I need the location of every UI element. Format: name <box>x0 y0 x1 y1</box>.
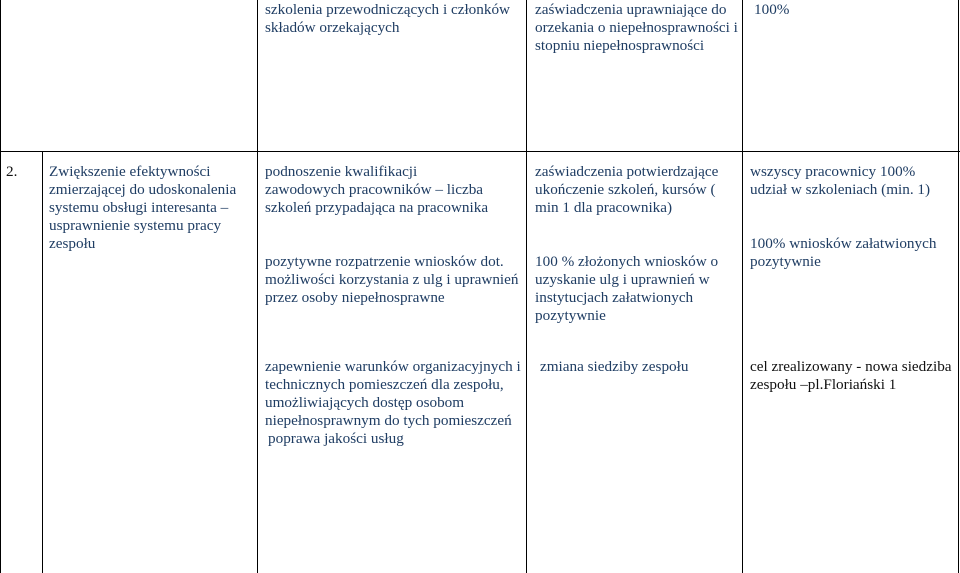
objective-text: Zwiększenie efektywności zmierzającej do udoskonalenia systemu obsługi interesanta – usprawnienie systemu pracy zespołu <box>49 163 237 252</box>
target-training: wszyscy pracownicy 100% udział w szkoleniach (min. 1) <box>750 163 931 198</box>
bottom-measure-cell <box>540 358 740 376</box>
column-divider-1 <box>42 151 43 573</box>
measure-certificates: zaświadczenia potwierdzające ukończenie szkoleń, kursów ( min 1 dla pracownika) <box>535 163 719 216</box>
column-divider-3 <box>526 0 527 573</box>
bottom-task-cell <box>265 358 523 448</box>
targets-cell <box>750 163 956 271</box>
top-row-measure-text: zaświadczenia uprawniające do orzekania o niepełnosprawności i stopniu niepełnosprawności <box>535 1 738 54</box>
top-row-target-cell <box>754 1 954 19</box>
task-training: podnoszenie kwalifikacji zawodowych pracowników – liczba szkoleń przypadająca na pracownika <box>265 163 489 216</box>
bottom-measure-text: zmiana siedziby zespołu <box>540 358 689 375</box>
target-applications: 100% wniosków załatwionych pozytywnie <box>750 235 937 270</box>
column-divider-4 <box>742 0 743 573</box>
top-row-measure-cell <box>535 1 740 55</box>
top-row-target-text: 100% <box>754 1 790 18</box>
objective-cell <box>49 163 251 253</box>
top-row-task-cell <box>265 1 523 37</box>
bottom-target-text: cel zrealizowany - nowa siedziba zespołu –pl.Floriański 1 <box>750 358 952 393</box>
tasks-cell <box>265 163 523 307</box>
column-divider-2 <box>257 0 258 573</box>
bottom-task-subtext: poprawa jakości usług <box>268 430 404 447</box>
measures-cell <box>535 163 740 325</box>
top-row-task-text: szkolenia przewodniczących i członków składów orzekających <box>265 1 511 36</box>
measure-applications: 100 % złożonych wniosków o uzyskanie ulg i uprawnień w instytucjach załatwionych pozytywnie <box>535 253 719 324</box>
table-border-right <box>958 0 959 573</box>
bottom-target-cell <box>750 358 956 394</box>
row-number: 2. <box>6 163 18 180</box>
table-border-left <box>0 0 1 573</box>
task-applications: pozytywne rozpatrzenie wniosków dot. możliwości korzystania z ulg i uprawnień przez osoby niepełnosprawne <box>265 253 519 306</box>
table-border-top-lower <box>0 151 960 152</box>
bottom-task-text: zapewnienie warunków organizacyjnych i technicznych pomieszczeń dla zespołu, umożliwiających dostęp osobom niepełnosprawnym do tych pomieszczeń <box>265 358 521 429</box>
